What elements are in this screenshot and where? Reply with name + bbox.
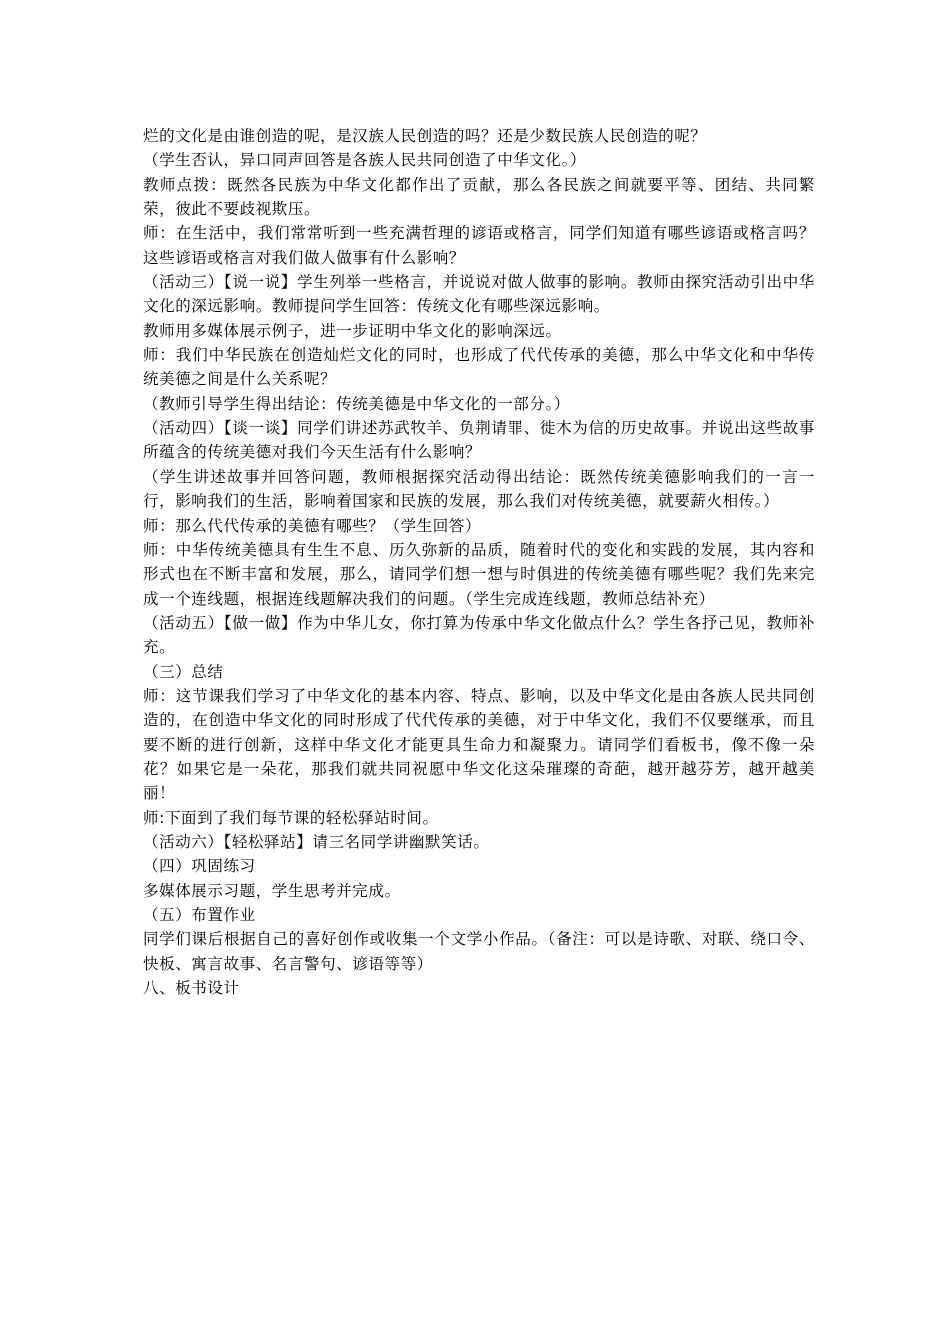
paragraph-activity-three: （活动三）【说一说】学生列举一些格言，并说说对做人做事的影响。教师由探究活动引出中华文化的深远影响。教师提问学生回答：传统文化有哪些深远影响。 bbox=[143, 273, 815, 316]
paragraph-student-answer: （学生否认，异口同声回答是各族人民共同创造了中华文化。） bbox=[143, 151, 587, 170]
section-heading-homework: （五）布置作业 bbox=[143, 906, 256, 924]
paragraph-proverbs-question: 师：在生活中，我们常常听到一些充满哲理的谚语或格言，同学们知道有哪些谚语或格言吗？这些谚语或格言对我们做人做事有什么影响？ bbox=[143, 224, 815, 267]
document-page bbox=[143, 124, 815, 1000]
paragraph-matching-exercise: 师：中华传统美德具有生生不息、历久弥新的品质，随着时代的变化和实践的发展，其内容和形式也在不断丰富和发展，那么，请同学们想一想与时俱进的传统美德有哪些呢？我们先来完成一个连线题，根据连线题解决我们的问题。（学生完成连线题，教师总结补充） bbox=[143, 540, 815, 608]
paragraph-conclusion-virtues: （教师引导学生得出结论：传统美德是中华文化的一部分。） bbox=[143, 394, 570, 413]
paragraph-virtues-question: 师：我们中华民族在创造灿烂文化的同时，也形成了代代传承的美德，那么中华文化和中华传统美德之间是什么关系呢？ bbox=[143, 346, 815, 389]
paragraph-practice: 多媒体展示习题，学生思考并完成。 bbox=[143, 881, 401, 900]
paragraph-activity-six: （活动六）【轻松驿站】请三名同学讲幽默笑话。 bbox=[143, 832, 490, 851]
paragraph-virtues-list-question: 师：那么代代传承的美德有哪些？（学生回答） bbox=[143, 516, 482, 535]
paragraph-story-conclusion: （学生讲述故事并回答问题，教师根据探究活动得出结论：既然传统美德影响我们的一言一行，影响我们的生活，影响着国家和民族的发展，那么我们对传统美德，就要薪火相传。） bbox=[143, 467, 815, 511]
paragraph-relax-station-intro: 师:下面到了我们每节课的轻松驿站时间。 bbox=[143, 808, 439, 827]
section-heading-board-design: 八、板书设计 bbox=[143, 979, 240, 998]
paragraph-activity-five: （活动五）【做一做】作为中华儿女，你打算为传承中华文化做点什么？学生各抒己见，教师补充。 bbox=[143, 613, 815, 657]
paragraph-homework: 同学们课后根据自己的喜好创作或收集一个文学小作品。（备注：可以是诗歌、对联、绕口令、快板、寓言故事、名言警句、谚语等等） bbox=[143, 930, 815, 973]
section-heading-practice: （四）巩固练习 bbox=[143, 857, 256, 876]
paragraph-summary: 师：这节课我们学习了中华文化的基本内容、特点、影响，以及中华文化是由各族人民共同创造的，在创造中华文化的同时形成了代代传承的美德，对于中华文化，我们不仅要继承，而且要不断的进行创新，这样中华文化才能更具生命力和凝聚力。请同学们看板书，像不像一朵花？如果它是一朵花，那我们就共同祝愿中华文化这朵璀璨的奇葩，越开越芬芳，越开越美丽！ bbox=[143, 686, 815, 803]
section-heading-summary: （三）总结 bbox=[143, 662, 224, 681]
paragraph-multimedia-examples: 教师用多媒体展示例子，进一步证明中华文化的影响深远。 bbox=[143, 321, 562, 340]
paragraph-activity-four: （活动四）【谈一谈】同学们讲述苏武牧羊、负荆请罪、徙木为信的历史故事。并说出这些故事所蕴含的传统美德对我们今天生活有什么影响？ bbox=[143, 419, 815, 462]
paragraph-opening-question: 烂的文化是由谁创造的呢，是汉族人民创造的吗？还是少数民族人民创造的呢？ bbox=[143, 127, 707, 145]
paragraph-teacher-guidance: 教师点拨：既然各民族为中华文化都作出了贡献，那么各民族之间就要平等、团结、共同繁荣，彼此不要歧视欺压。 bbox=[143, 175, 815, 219]
